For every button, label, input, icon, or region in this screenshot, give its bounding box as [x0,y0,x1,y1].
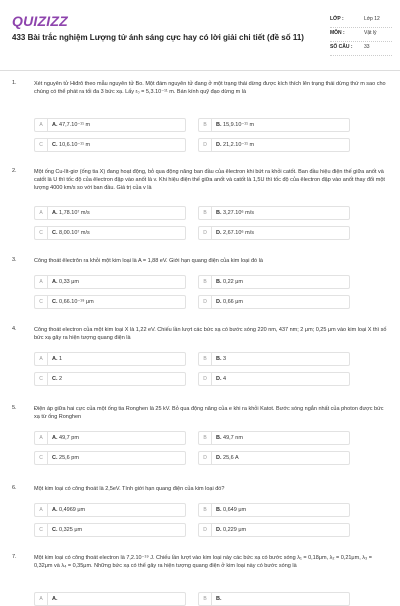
option-text [52,353,62,365]
option-text [52,276,79,288]
option-key: D. [216,142,222,148]
option-text [52,593,58,605]
option-text [52,207,90,219]
option-letter: C [35,139,48,151]
option-value: 25,6 pm [59,455,79,461]
question-number: 4. [12,326,17,332]
option-text [52,524,82,536]
question-number: 2. [12,168,17,174]
option-key: A. [52,356,58,362]
option-letter: B [199,593,212,605]
option-letter: A [35,593,48,605]
option-key: A. [52,596,58,602]
option-text [52,452,79,464]
option-letter: A [35,504,48,516]
option-value: 4 [223,376,227,382]
option-text [216,296,243,308]
quizizz-logo[interactable]: QUIZIZZ [12,13,68,29]
option-c[interactable] [34,138,186,152]
option-text [52,139,90,151]
option-value: 0,66 μm [223,299,244,305]
option-key: A. [52,122,58,128]
option-text [216,139,254,151]
option-c[interactable] [34,523,186,537]
option-a[interactable] [34,352,186,366]
option-key: B. [216,356,222,362]
option-value: 47,7.10⁻¹¹ m [59,122,91,128]
option-c[interactable] [34,295,186,309]
option-value: 0,325 μm [59,527,83,533]
option-text [216,452,239,464]
option-key: C. [52,455,58,461]
header-divider [0,70,400,71]
option-text [52,504,85,516]
option-key: A. [52,279,58,285]
option-key: D. [216,455,222,461]
question-text: Công thoát êlectrôn ra khỏi một kim loại là A = 1,88 eV. Giới hạn quang điện của kim loại đó là [34,258,263,264]
option-value: 1,78.10⁷ m/s [59,210,90,216]
option-a[interactable] [34,275,186,289]
meta-label: LỚP : [330,16,344,22]
option-value: 0,22 μm [223,279,244,285]
option-value: 10,6.10⁻¹¹ m [59,142,91,148]
option-key: A. [52,210,58,216]
option-key: B. [216,122,222,128]
option-d[interactable] [198,451,350,465]
question-number: 1. [12,80,17,86]
option-value: 0,649 μm [223,507,247,513]
option-text [216,504,246,516]
option-key: D. [216,299,222,305]
option-text [216,593,222,605]
option-key: C. [52,299,58,305]
option-value: 8,00.10⁷ m/s [59,230,90,236]
option-key: B. [216,507,222,513]
meta-value: Lớp 12 [364,16,380,22]
option-key: A. [52,435,58,441]
option-text [216,353,226,365]
option-c[interactable] [34,451,186,465]
option-text [216,276,243,288]
question-text: Một ống Cu-lít-giơ (ống tia X) đang hoạt động, bỏ qua động năng ban đầu của êlectron khi bứt ra khỏi catốt. Ban đầu hiệu điện thế giữa anốt và catốt là U thì tốc độ của êlectron đập vào anốt là v. Khi hiệu điện thế giữa anốt và catốt là 1,5U thì tốc độ của êlectron đập vào anốt thay đổi một lượng 4000 km/s so với ban đầu. Giá trị của v là [34,169,385,191]
question-text: Một kim loại có công thoát là 2,5eV. Tính giới hạn quang điện của kim loại đó? [34,486,225,492]
option-letter: B [199,504,212,516]
question-number: 6. [12,485,17,491]
option-key: C. [52,527,58,533]
option-key: D. [216,376,222,382]
option-key: C. [52,376,58,382]
option-b[interactable] [198,352,350,366]
option-value: 0,33 μm [59,279,80,285]
meta-row-subject [330,28,392,42]
option-letter: D [199,139,212,151]
option-letter: B [199,207,212,219]
meta-row-count [330,42,392,56]
option-letter: D [199,296,212,308]
option-text [52,119,90,131]
option-d[interactable] [198,138,350,152]
header [0,0,400,70]
option-letter: A [35,276,48,288]
option-value: 21,2.10⁻¹¹ m [223,142,255,148]
option-text [52,373,62,385]
option-text [52,227,90,239]
question-text: Công thoát electron của một kim loại X là 1,22 eV. Chiếu lần lượt các bức xạ có bước sóng 220 nm, 437 nm; 2 μm; 0,25 μm vào kim loại X thì số bức xạ gây ra hiện tượng quang điện là [34,327,387,341]
option-text [52,432,79,444]
option-letter: B [199,353,212,365]
option-letter: A [35,432,48,444]
option-d[interactable] [198,226,350,240]
option-letter: C [35,296,48,308]
option-a[interactable] [34,118,186,132]
option-text [216,227,254,239]
option-value: 0,66.10⁻¹⁹ μm [59,299,94,305]
option-letter: D [199,524,212,536]
option-b[interactable] [198,206,350,220]
option-a[interactable] [34,592,186,606]
meta-label: SỐ CÂU : [330,44,353,50]
option-value: 25,6 A [223,455,239,461]
option-value: 3,27.10⁶ m/s [223,210,255,216]
option-key: B. [216,279,222,285]
option-text [216,373,226,385]
option-value: 2 [59,376,63,382]
meta-label: MÔN : [330,30,345,36]
option-d[interactable] [198,295,350,309]
option-text [216,119,254,131]
option-text [216,432,243,444]
option-text [216,524,246,536]
option-letter: D [199,452,212,464]
option-value: 15,9.10⁻¹¹ m [223,122,255,128]
option-value: 0,4969 μm [59,507,86,513]
meta-row-class [330,14,392,28]
option-c[interactable] [34,226,186,240]
option-value: 49,7 pm [59,435,79,441]
option-a[interactable] [34,503,186,517]
option-key: C. [52,230,58,236]
option-b[interactable] [198,503,350,517]
option-d[interactable] [198,523,350,537]
option-b[interactable] [198,431,350,445]
option-letter: B [199,119,212,131]
option-letter: A [35,207,48,219]
option-letter: C [35,524,48,536]
option-value: 2,67.10⁶ m/s [223,230,255,236]
option-value: 1 [59,356,63,362]
option-letter: C [35,452,48,464]
option-c[interactable] [34,372,186,386]
question-number: 3. [12,257,17,263]
option-letter: C [35,227,48,239]
meta-info [330,14,392,56]
option-letter: B [199,276,212,288]
option-b[interactable] [198,275,350,289]
option-letter: A [35,353,48,365]
meta-value: Vật lý [364,30,377,36]
option-key: B. [216,596,222,602]
option-key: A. [52,507,58,513]
option-b[interactable] [198,592,350,606]
option-value: 3 [223,356,227,362]
question-text: Điện áp giữa hai cực của một ống tia Ronghen là 25 kV. Bỏ qua động năng của e khi ra khỏi Katot. Bước sóng ngắn nhất của photon được bức xạ từ ống Ronghen [34,406,384,420]
option-value: 0,229 μm [223,527,247,533]
option-value: 49,7 nm [223,435,243,441]
option-key: C. [52,142,58,148]
option-letter: D [199,373,212,385]
option-key: B. [216,210,222,216]
option-text [216,207,254,219]
page-title: 433 Bài trắc nghiệm Lượng tử ánh sáng cực hay có lời giải chi tiết (đề số 11) [12,33,304,42]
option-text [52,296,94,308]
question-text: Một kim loại có công thoát electron là 7,2.10⁻¹⁹ J. Chiếu lần lượt vào kim loại này các bức xạ có bước sóng λ₁ = 0,18μm, λ₂ = 0,21μm, λ₃ = 0,32μm và λ₄ = 0,35μm. Những bức xạ có thể gây ra hiện tượng quang điện ở kim loại này có bước sóng là [34,555,372,569]
question-number: 5. [12,405,17,411]
option-key: D. [216,230,222,236]
option-letter: C [35,373,48,385]
option-key: B. [216,435,222,441]
option-d[interactable] [198,372,350,386]
question-text: Xét nguyên tử Hiđrô theo mẫu nguyên tử Bo. Một đám nguyên tử đang ở một trạng thái dừng được kích thích lên trạng thái dừng thứ m sao cho chúng có thể phát ra tối đa 3 bức xạ. Lấy r₀ = 5,3.10⁻¹¹ m. Bán kính quỹ đạo dừng m là [34,81,386,95]
option-letter: D [199,227,212,239]
option-b[interactable] [198,118,350,132]
meta-value: 33 [364,44,370,50]
option-letter: A [35,119,48,131]
option-key: D. [216,527,222,533]
option-a[interactable] [34,206,186,220]
question-number: 7. [12,554,17,560]
option-a[interactable] [34,431,186,445]
option-letter: B [199,432,212,444]
